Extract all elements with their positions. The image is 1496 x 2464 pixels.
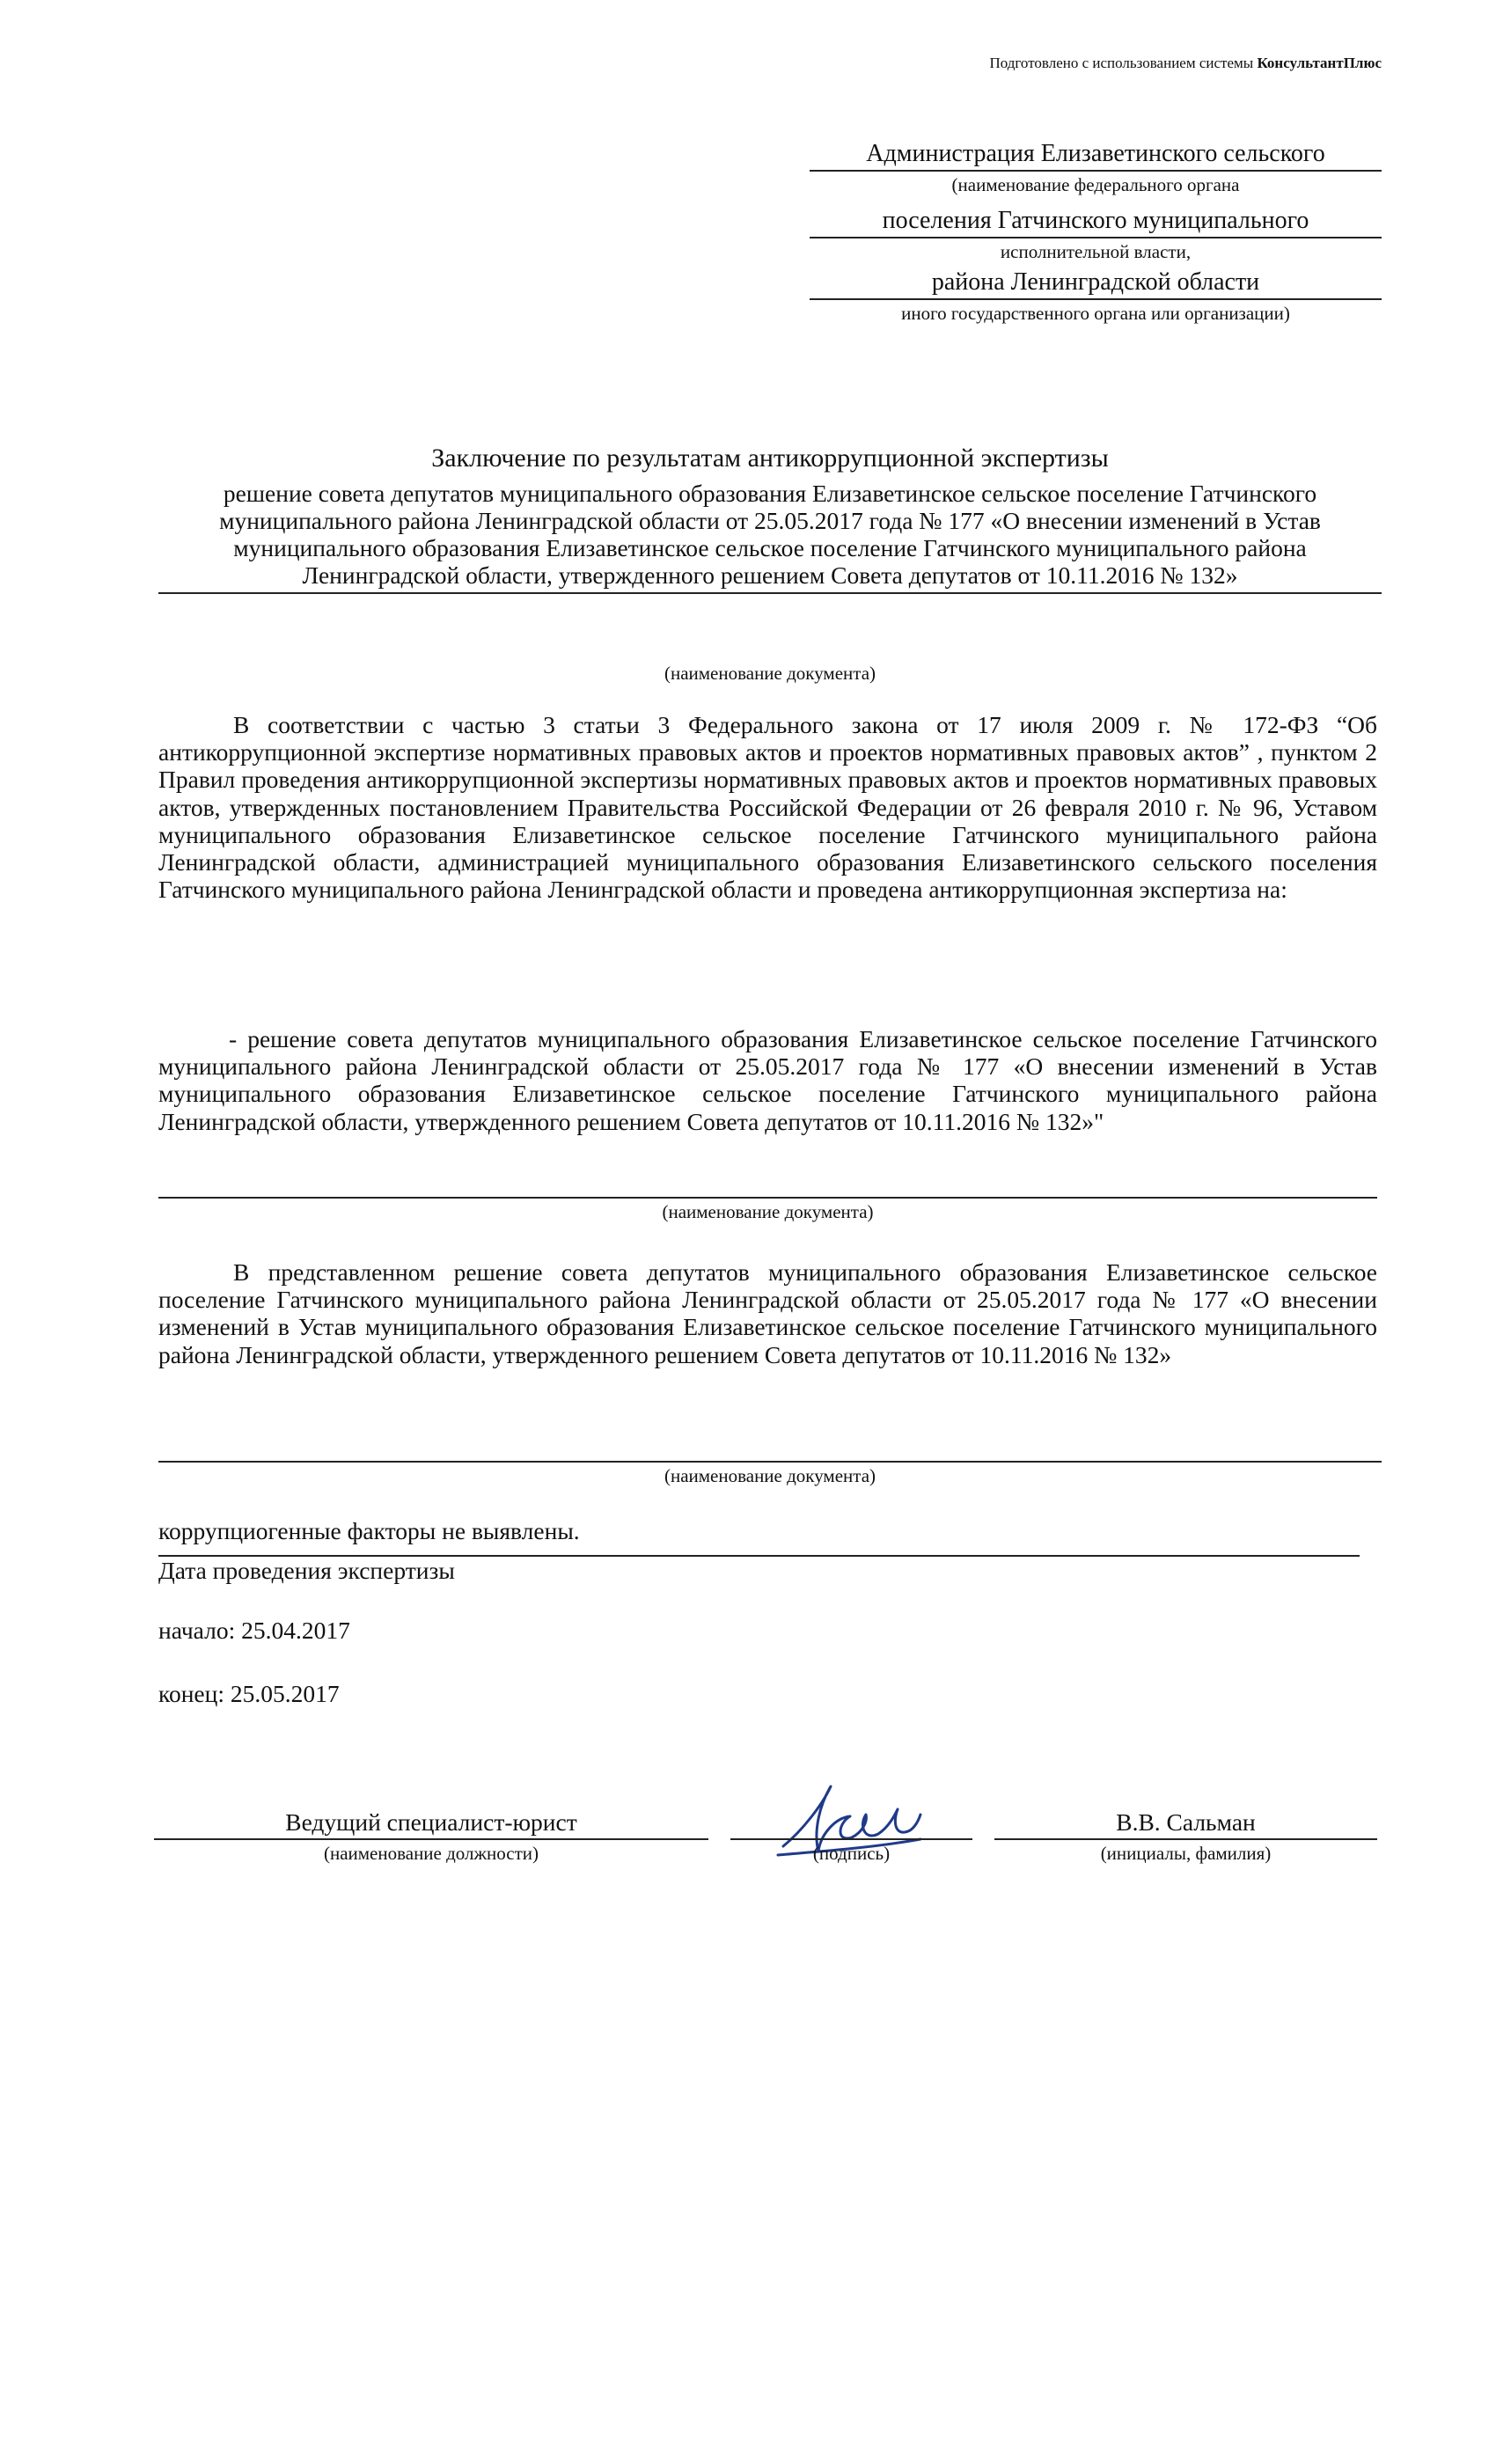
consultant-plus-brand: КонсультантПлюс bbox=[1257, 55, 1382, 71]
body-paragraph-1 bbox=[158, 711, 1377, 903]
position-title: Ведущий специалист-юрист bbox=[285, 1808, 577, 1836]
position-caption: (наименование должности) bbox=[323, 1843, 539, 1864]
signatory-name: В.В. Сальман bbox=[1116, 1808, 1256, 1836]
conclusion-title: Заключение по результатам антикоррупционной экспертизы bbox=[431, 444, 1109, 473]
addressee-caption-1: (наименование федерального органа bbox=[951, 174, 1240, 195]
addressee-value-1: Администрация Елизаветинского сельского bbox=[810, 139, 1382, 172]
paragraph-3-rule bbox=[158, 1461, 1382, 1463]
body-paragraph-3 bbox=[158, 1258, 1377, 1368]
paragraph-2-caption: (наименование документа) bbox=[662, 1201, 874, 1222]
addressee-value-3: района Ленинградской области bbox=[810, 268, 1382, 300]
document-name: решение совета депутатов муниципального образования Елизаветинское сельское поселение Гатчинского муниципального района Ленинградской области от 25.05.2017 года № 177 «О внесении изменений в Устав муниципального образования Елизаветинское сельское поселение Гатчинского муниципального района Ленинградской области, утвержденного решением Совета депутатов от 10.11.2016 № 132» bbox=[158, 480, 1382, 594]
addressee-caption-2: исполнительной власти, bbox=[1000, 241, 1192, 262]
prepared-with-note bbox=[906, 55, 1382, 72]
addressee-value-2: поселения Гатчинского муниципального bbox=[810, 206, 1382, 238]
signature-caption: (подпись) bbox=[812, 1843, 891, 1864]
addressee-caption-3: иного государственного органа или организации) bbox=[901, 303, 1290, 324]
expertise-start-date: начало: 25.04.2017 bbox=[158, 1617, 350, 1644]
addressee-line-1 bbox=[810, 139, 1382, 198]
paragraph-1-text: В соответствии с частью 3 статьи 3 Федерального закона от 17 июля 2009 г. № 172-ФЗ “Об антикоррупционной экспертизе нормативных правовых актов и проектов нормативных правовых актов” , пунктом 2 Правил проведения антикоррупционной экспертизы нормативных правовых актов и проектов нормативных правовых актов, утвержденных постановлением Правительства Российской Федерации от 26 февраля 2010 г. № 96, Уставом муниципального образования Елизаветинское сельское поселение Гатчинского муниципального района Ленинградской области, администрацией муниципального образования Елизаветинского сельского поселения Гатчинского муниципального района Ленинградской области и проведена антикоррупционная экспертиза на: bbox=[158, 711, 1377, 904]
body-paragraph-2 bbox=[158, 1025, 1377, 1135]
name-caption: (инициалы, фамилия) bbox=[1100, 1843, 1272, 1864]
paragraph-2-rule bbox=[158, 1197, 1377, 1199]
paragraph-3-text: В представленном решение совета депутатов муниципального образования Елизаветинское сельское поселение Гатчинского муниципального района Ленинградской области от 25.05.2017 года № 177 «О внесении изменений в Устав муниципального образования Елизаветинское сельское поселение Гатчинского муниципального района Ленинградской области, утвержденного решением Совета депутатов от 10.11.2016 № 132» bbox=[158, 1258, 1377, 1368]
addressee-line-3 bbox=[810, 268, 1382, 326]
paragraph-3-caption: (наименование документа) bbox=[664, 1465, 876, 1486]
signature-rule bbox=[730, 1838, 972, 1840]
prepared-with-prefix: Подготовлено с использованием системы bbox=[989, 55, 1254, 71]
paragraph-2-text: - решение совета депутатов муниципального образования Елизаветинское сельское поселение Гатчинского муниципального района Ленинградской области от 25.05.2017 года № 177 «О внесении изменений в Устав муниципального образования Елизаветинское сельское поселение Гатчинского муниципального района Ленинградской области, утвержденного решением Совета депутатов от 10.11.2016 № 132»" bbox=[158, 1025, 1377, 1135]
name-rule bbox=[994, 1838, 1377, 1840]
addressee-line-2 bbox=[810, 206, 1382, 265]
position-rule bbox=[154, 1838, 708, 1840]
document-name-caption: (наименование документа) bbox=[664, 663, 876, 684]
conclusion-text: коррупциогенные факторы не выявлены. bbox=[158, 1517, 580, 1544]
expertise-date-label: Дата проведения экспертизы bbox=[158, 1557, 455, 1584]
expertise-end-date: конец: 25.05.2017 bbox=[158, 1680, 340, 1707]
